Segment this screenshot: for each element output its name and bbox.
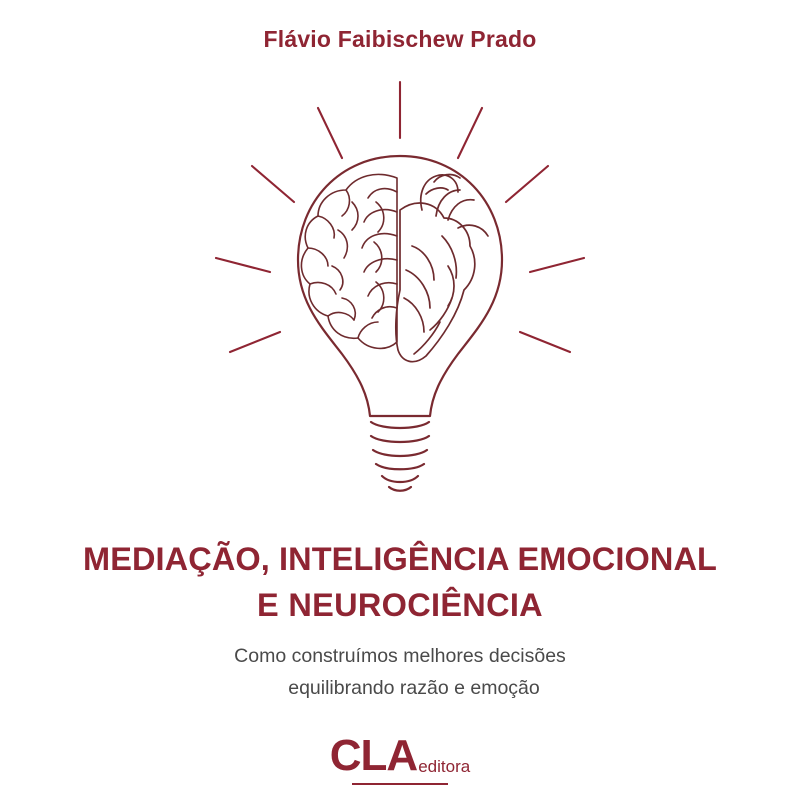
publisher-logo-underline	[352, 783, 448, 786]
publisher-logo	[0, 730, 800, 778]
subtitle-line-2: equilibrando razão e emoção	[288, 676, 540, 699]
publisher-logo-mark: CLA	[329, 731, 418, 780]
book-title	[0, 536, 800, 628]
publisher-logo-word: editora	[418, 757, 471, 776]
lightbulb-with-brain-and-heart-icon	[190, 70, 610, 500]
title-line-1: MEDIAÇÃO, INTELIGÊNCIA EMOCIONAL	[83, 541, 717, 577]
subtitle-line-1: Como construímos melhores decisões	[234, 645, 566, 667]
book-subtitle	[0, 641, 800, 704]
title-line-2: E NEUROCIÊNCIA	[257, 587, 543, 624]
author-name: Flávio Faibischew Prado	[263, 26, 537, 52]
